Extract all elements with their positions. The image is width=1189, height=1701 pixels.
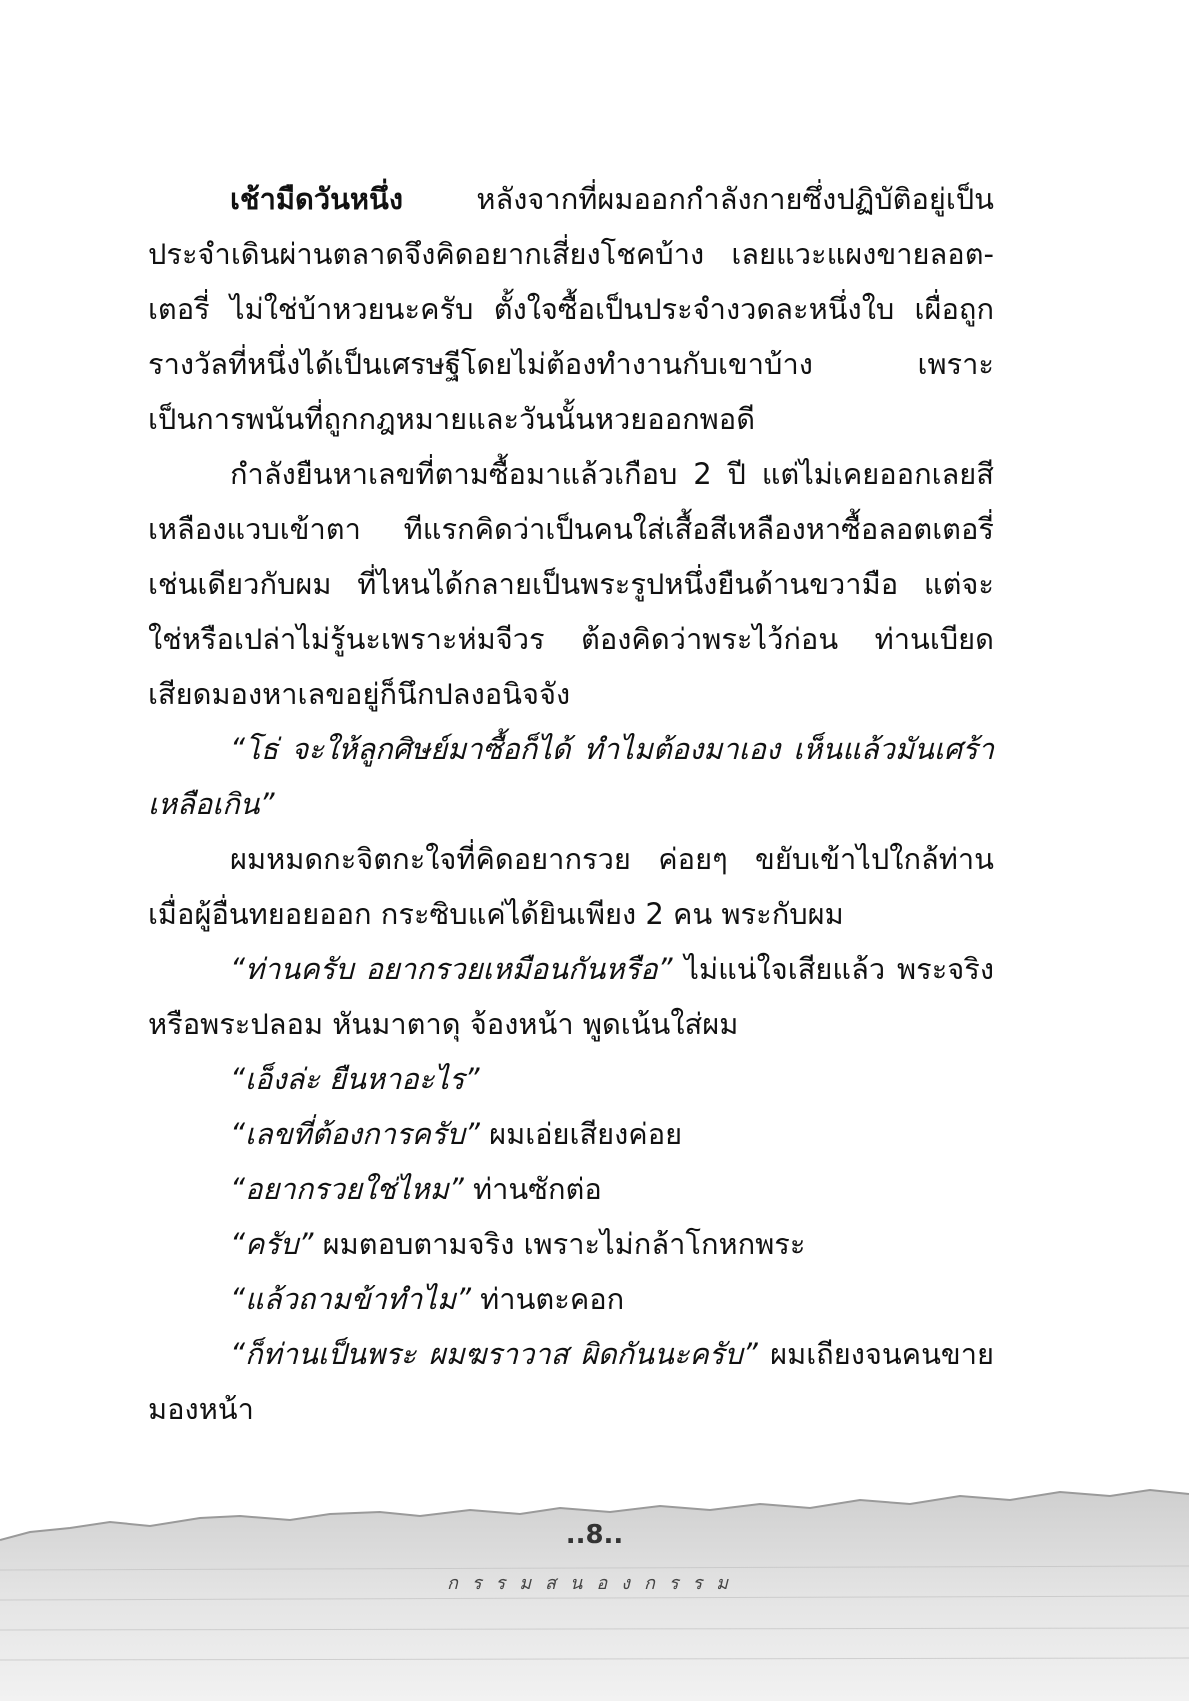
dialogue-5: [148, 1162, 994, 1217]
dialogue-quote: “อยากรวยใช่ไหม”: [230, 1172, 464, 1206]
dialogue-8: [148, 1327, 994, 1437]
paragraph-text: หลังจากที่ผมออกกำลังกายซึ่งปฏิบัติอยู่เป็นประจำเดินผ่านตลาดจึงคิดอยากเสี่ยงโชคบ้าง เลยแวะแผงขายลอต-เตอรี่ ไม่ใช่บ้าหวยนะครับ ตั้งใจซื้อเป็นประจำงวดละหนึ่งใบ เผื่อถูกรางวัลที่หนึ่งได้เป็นเศรษฐีโดยไม่ต้องทำงานกับเขาบ้าง เพราะเป็นการพนันที่ถูกกฎหมายและวันนั้นหวยออกพอดี: [148, 182, 994, 436]
paragraph-text: ผมหมดกะจิตกะใจที่คิดอยากรวย ค่อยๆ ขยับเข้าไปใกล้ท่านเมื่อผู้อื่นทยอยออก กระซิบแค่ได้ยินเพียง 2 คน พระกับผม: [148, 842, 994, 931]
dialogue-7: [148, 1272, 994, 1327]
paragraph-1: [148, 172, 994, 447]
page-number: ..8..: [565, 1520, 624, 1550]
dialogue-1: [148, 722, 994, 832]
body-text: [148, 172, 994, 1437]
paragraph-text: ท่านซักต่อ: [463, 1172, 602, 1206]
paragraph-3: [148, 832, 994, 942]
dialogue-quote: “เอ็งล่ะ ยืนหาอะไร”: [230, 1062, 480, 1096]
dialogue-6: [148, 1217, 994, 1272]
paragraph-text: ผมเอ่ยเสียงค่อย: [479, 1117, 683, 1151]
dialogue-quote: “ท่านครับ อยากรวยเหมือนกันหรือ”: [230, 952, 673, 986]
dialogue-3: [148, 1052, 994, 1107]
paragraph-text: กำลังยืนหาเลขที่ตามซื้อมาแล้วเกือบ 2 ปี แต่ไม่เคยออกเลยสีเหลืองแวบเข้าตา ทีแรกคิดว่าเป็นคนใส่เสื้อสีเหลืองหาซื้อลอตเตอรี่เช่นเดียวกับผม ที่ไหนได้กลายเป็นพระรูปหนึ่งยืนด้านขวามือ แต่จะใช่หรือเปล่าไม่รู้นะเพราะห่มจีวร ต้องคิดว่าพระไว้ก่อน ท่านเบียดเสียดมองหาเลขอยู่ก็นึกปลงอนิจจัง: [148, 457, 994, 711]
bold-lead: เช้ามืดวันหนึ่ง: [230, 182, 404, 216]
dialogue-2: [148, 942, 994, 1052]
paragraph-text: ผมเถียงจนคนขายมองหน้า: [148, 1337, 994, 1426]
paragraph-2: [148, 447, 994, 722]
book-title: กรรมสนองกรรม: [446, 1573, 743, 1594]
paragraph-text: ผมตอบตามจริง เพราะไม่กล้าโกหกพระ: [313, 1227, 806, 1261]
dialogue-4: [148, 1107, 994, 1162]
dialogue-quote: “ก็ท่านเป็นพระ ผมฆราวาส ผิดกันนะครับ”: [230, 1337, 758, 1371]
dialogue-quote: “โธ่ จะให้ลูกศิษย์มาซื้อก็ได้ ทำไมต้องมาเอง เห็นแล้วมันเศร้าเหลือเกิน”: [148, 732, 994, 821]
dialogue-quote: “เลขที่ต้องการครับ”: [230, 1117, 480, 1151]
paragraph-text: ไม่แน่ใจเสียแล้ว พระจริงหรือพระปลอม หันมาตาดุ จ้องหน้า พูดเน้นใส่ผม: [148, 952, 995, 1041]
dialogue-quote: “แล้วถามข้าทำไม”: [230, 1282, 471, 1316]
dialogue-quote: “ครับ”: [230, 1227, 314, 1261]
paragraph-text: ท่านตะคอก: [470, 1282, 625, 1316]
